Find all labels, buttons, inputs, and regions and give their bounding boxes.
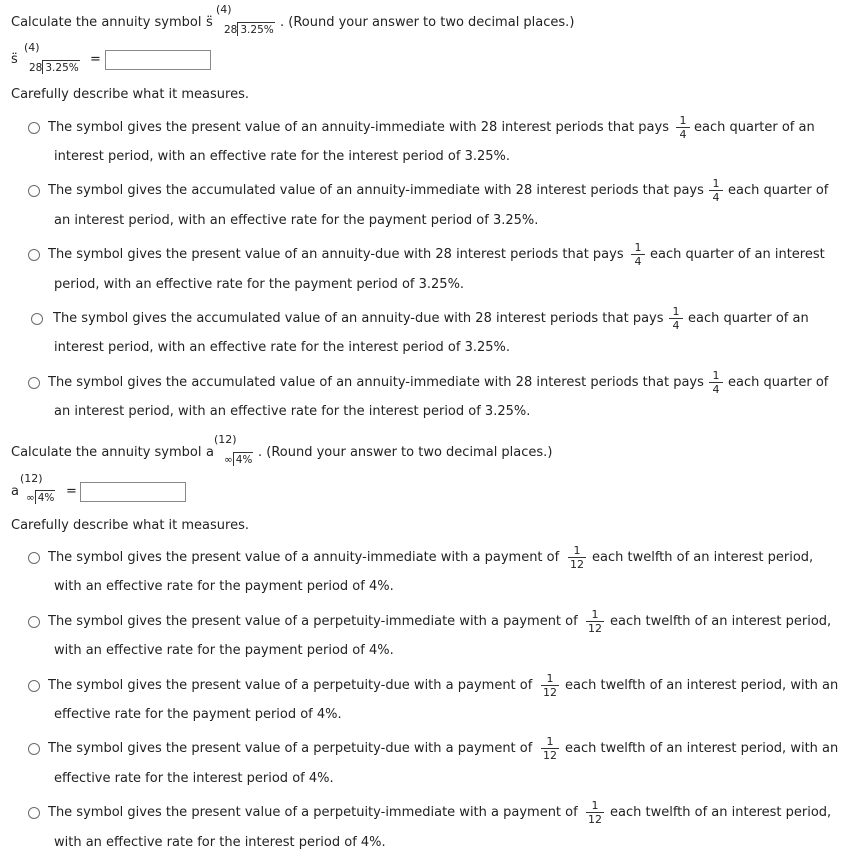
q2-prompt-sub-rate: 4%: [233, 452, 254, 466]
q1-option-4-text-line2: interest period, with an effective rate for the interest period of 3.25%.: [54, 340, 511, 355]
q2-prompt-sub-n: ∞: [224, 454, 233, 466]
q2-symbol-subscript: [26, 492, 55, 504]
q1-prompt-symbol-subscript: [224, 24, 275, 36]
q1-sub-n: 28: [29, 62, 43, 74]
q2-symbol-letter: a: [11, 484, 19, 499]
q2-option-3-numerator: 1: [546, 672, 554, 685]
q1-option-4-radio[interactable]: [31, 313, 43, 325]
q2-answer-input[interactable]: [80, 482, 186, 502]
q2-option-1-radio[interactable]: [28, 552, 40, 564]
q1-answer-input[interactable]: [105, 50, 211, 70]
q2-option-4-numerator: 1: [546, 735, 554, 748]
q2-option-2-numerator: 1: [591, 608, 599, 621]
q1-sub-rate: 3.25%: [42, 60, 79, 74]
q2-option-1-text-post: each twelfth of an interest period,: [592, 550, 814, 565]
q1-option-4-text: The symbol gives the accumulated value of an annuity-due with 28 interest periods that pays: [53, 311, 664, 326]
q2-prompt-prefix: Calculate the annuity symbol: [11, 445, 202, 460]
q1-option-1-radio[interactable]: [28, 122, 40, 134]
q2-option-3-text-post: each twelfth of an interest period, with an: [565, 678, 839, 693]
q1-option-5-numerator: 1: [712, 369, 720, 382]
q2-option-1-denominator: 12: [570, 558, 584, 571]
q1-symbol-superscript: (4): [24, 41, 40, 54]
q2-equals-sign: =: [66, 484, 77, 499]
q2-option-1-text-line2: with an effective rate for the payment period of 4%.: [54, 579, 394, 594]
q2-option-5-text-line2: with an effective rate for the interest period of 4%.: [54, 835, 386, 850]
q2-option-4-text: The symbol gives the present value of a perpetuity-due with a payment of: [48, 741, 533, 756]
q1-option-2-numerator: 1: [712, 177, 720, 190]
q1-describe-prompt: Carefully describe what it measures.: [11, 87, 249, 102]
q1-option-3-denominator: 4: [634, 255, 642, 268]
q2-describe-prompt: Carefully describe what it measures.: [11, 518, 249, 533]
q1-prompt-suffix: . (Round your answer to two decimal places.): [280, 15, 575, 30]
q2-option-5-denominator: 12: [588, 813, 602, 826]
q1-option-3-text-post: each quarter of an interest: [650, 247, 825, 262]
q2-option-2-denominator: 12: [588, 622, 602, 635]
q1-option-3-fraction: [629, 242, 647, 267]
q1-symbol-subscript: [29, 62, 80, 74]
q2-option-4-text-post: each twelfth of an interest period, with an: [565, 741, 839, 756]
q1-option-5-radio[interactable]: [28, 377, 40, 389]
q2-option-4-fraction: [539, 736, 561, 761]
q1-option-3-radio[interactable]: [28, 249, 40, 261]
q2-option-5-radio[interactable]: [28, 807, 40, 819]
q2-sub-n: ∞: [26, 492, 35, 504]
q1-option-1-text-post: each quarter of an: [694, 120, 815, 135]
q1-option-3-text-line2: period, with an effective rate for the payment period of 3.25%.: [54, 277, 465, 292]
q1-option-2-fraction: [707, 178, 725, 203]
q2-option-1-fraction: [566, 545, 588, 570]
q2-option-2-radio[interactable]: [28, 616, 40, 628]
q2-option-1-text: The symbol gives the present value of a annuity-immediate with a payment of: [48, 550, 560, 565]
q2-option-1-numerator: 1: [573, 544, 581, 557]
q1-prompt-sub-n: 28: [224, 24, 238, 36]
q2-prompt-suffix: . (Round your answer to two decimal places.): [258, 445, 553, 460]
q1-option-1-numerator: 1: [679, 114, 687, 127]
q2-option-2-text-post: each twelfth of an interest period,: [610, 614, 832, 629]
q2-prompt-symbol-superscript: (12): [214, 433, 237, 446]
q2-option-3-denominator: 12: [543, 686, 557, 699]
q2-prompt-symbol-subscript: [224, 454, 253, 466]
q2-option-5-text: The symbol gives the present value of a perpetuity-immediate with a payment of: [48, 805, 578, 820]
q1-option-5-denominator: 4: [712, 383, 720, 396]
q1-option-4-denominator: 4: [672, 319, 680, 332]
q1-equals-sign: =: [90, 52, 101, 67]
q1-prompt-symbol-letter: s̈: [206, 15, 213, 30]
q2-option-3-radio[interactable]: [28, 680, 40, 692]
q2-option-3-text-line2: effective rate for the payment period of 4%.: [54, 707, 342, 722]
q1-option-4-text-post: each quarter of an: [688, 311, 809, 326]
q2-option-4-radio[interactable]: [28, 743, 40, 755]
q2-option-3-text: The symbol gives the present value of a perpetuity-due with a payment of: [48, 678, 533, 693]
q2-option-2-text-line2: with an effective rate for the payment period of 4%.: [54, 643, 394, 658]
q2-prompt-symbol-letter: a: [206, 445, 214, 460]
q1-option-4-numerator: 1: [672, 305, 680, 318]
q2-option-4-text-line2: effective rate for the interest period of 4%.: [54, 771, 334, 786]
q1-option-5-text-line2: an interest period, with an effective rate for the interest period of 3.25%.: [54, 404, 531, 419]
q1-option-2-text-line2: an interest period, with an effective rate for the payment period of 3.25%.: [54, 213, 539, 228]
q2-sub-rate: 4%: [35, 490, 56, 504]
q1-option-1-fraction: [674, 115, 692, 140]
q1-symbol-letter: s̈: [11, 52, 18, 67]
q1-option-2-denominator: 4: [712, 191, 720, 204]
q1-option-3-numerator: 1: [634, 241, 642, 254]
q1-option-1-text-line2: interest period, with an effective rate for the interest period of 3.25%.: [54, 149, 511, 164]
q2-symbol-superscript: (12): [20, 472, 43, 485]
q2-option-5-fraction: [584, 800, 606, 825]
q1-prompt-sub-rate: 3.25%: [237, 22, 274, 36]
q2-option-3-fraction: [539, 673, 561, 698]
q1-option-5-fraction: [707, 370, 725, 395]
q1-option-5-text: The symbol gives the accumulated value of an annuity-immediate with 28 interest periods that pays: [48, 375, 704, 390]
q2-option-5-text-post: each twelfth of an interest period,: [610, 805, 832, 820]
q1-option-1-text: The symbol gives the present value of an annuity-immediate with 28 interest periods that pays: [48, 120, 669, 135]
q2-option-5-numerator: 1: [591, 799, 599, 812]
q2-option-2-fraction: [584, 609, 606, 634]
q1-option-2-radio[interactable]: [28, 185, 40, 197]
q1-prompt-prefix: Calculate the annuity symbol: [11, 15, 202, 30]
q1-option-3-text: The symbol gives the present value of an annuity-due with 28 interest periods that pays: [48, 247, 624, 262]
q1-prompt-symbol-superscript: (4): [216, 3, 232, 16]
q2-option-2-text: The symbol gives the present value of a perpetuity-immediate with a payment of: [48, 614, 578, 629]
q1-option-5-text-post: each quarter of: [728, 375, 829, 390]
q2-option-4-denominator: 12: [543, 749, 557, 762]
q1-option-4-fraction: [667, 306, 685, 331]
q1-option-2-text-post: each quarter of: [728, 183, 829, 198]
q1-option-2-text: The symbol gives the accumulated value of an annuity-immediate with 28 interest periods that pays: [48, 183, 704, 198]
q1-option-1-denominator: 4: [679, 128, 687, 141]
